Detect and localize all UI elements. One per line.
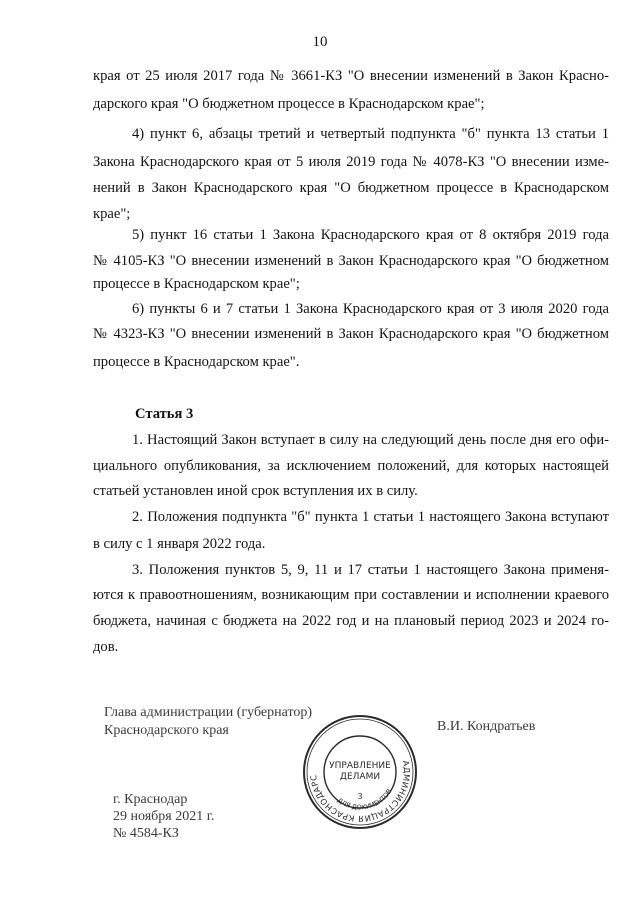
text-line: 5) пункт 16 статьи 1 Закона Краснодарского края от 8 октября 2019 года — [132, 227, 609, 243]
stamp-inner-line1: УПРАВЛЕНИЕ — [329, 761, 391, 771]
text-line: 3. Положения пунктов 5, 9, 11 и 17 статьи 1 настоящего Закона применя- — [132, 562, 609, 578]
stamp-bottom-text: ДЛЯ ДОКУМЕНТОВ — [335, 787, 394, 812]
text-line: дарского края "О бюджетном процессе в Краснодарском крае"; — [93, 96, 485, 112]
text-line: № 4323-КЗ "О внесении изменений в Закон Краснодарского края "О бюджетном — [93, 326, 609, 342]
signatory-name: В.И. Кондратьев — [437, 719, 536, 734]
article-heading: Статья 3 — [135, 406, 194, 422]
text-line: циального опубликования, за исключением положений, для которых настоящей — [93, 458, 609, 474]
law-number: № 4584-КЗ — [113, 826, 179, 841]
text-line: в силу с 1 января 2022 года. — [93, 536, 266, 552]
text-line: Закона Краснодарского края от 5 июля 2019 года № 4078-КЗ "О внесении изме- — [93, 154, 609, 170]
text-line: 4) пункт 6, абзацы третий и четвертый подпункта "б" пункта 13 статьи 1 — [132, 126, 609, 142]
page-number: 10 — [312, 34, 328, 50]
text-line: 1. Настоящий Закон вступает в силу на следующий день после дня его офи- — [132, 432, 609, 448]
place: г. Краснодар — [113, 792, 188, 807]
text-line: бюджета, начиная с бюджета на 2022 год и на плановый период 2023 и 2024 го- — [93, 613, 609, 629]
text-line: статьей установлен иной срок вступления их в силу. — [93, 483, 418, 499]
stamp-ring-text: АДМИНИСТРАЦИЯ КРАСНОДАРС — [308, 759, 413, 825]
text-line: крае"; — [93, 206, 131, 222]
text-line: 2. Положения подпункта "б" пункта 1 статьи 1 настоящего Закона вступают — [132, 509, 609, 525]
text-line: края от 25 июля 2017 года № 3661-КЗ "О внесении изменений в Закон Красно- — [93, 68, 609, 84]
date: 29 ноября 2021 г. — [113, 809, 215, 824]
text-line: нений в Закон Краснодарского края "О бюджетном процессе в Краснодарском — [93, 180, 609, 196]
official-stamp — [300, 712, 420, 832]
signatory-region: Краснодарского края — [104, 723, 229, 738]
text-line: ются к правоотношениям, возникающим при составлении и исполнении краевого — [93, 587, 609, 603]
stamp-number: 3 — [357, 792, 363, 801]
stamp-inner-line2: ДЕЛАМИ — [339, 772, 381, 782]
text-line: процессе в Краснодарском крае". — [93, 354, 300, 370]
text-line: № 4105-КЗ "О внесении изменений в Закон Краснодарского края "О бюджетном — [93, 253, 609, 269]
text-line: 6) пункты 6 и 7 статьи 1 Закона Краснодарского края от 3 июля 2020 года — [132, 301, 609, 317]
text-line: дов. — [93, 639, 119, 655]
signatory-title: Глава администрации (губернатор) — [104, 705, 313, 720]
text-line: процессе в Краснодарском крае"; — [93, 276, 300, 292]
